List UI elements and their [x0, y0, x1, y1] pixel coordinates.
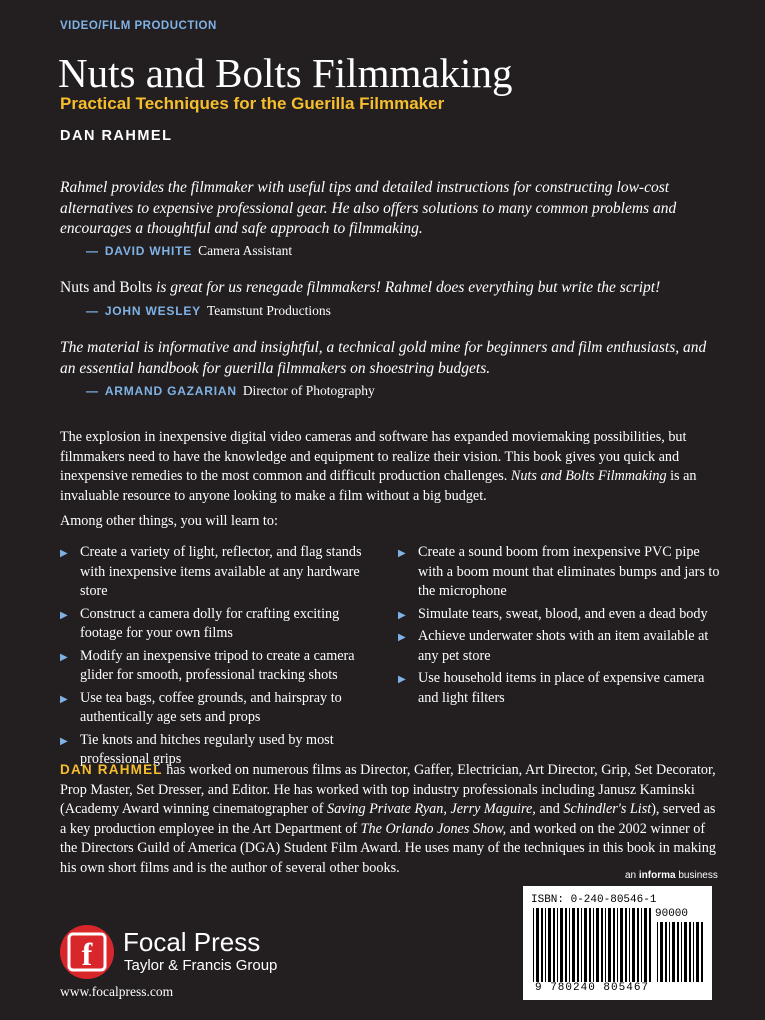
quote-2-name: JOHN WESLEY: [104, 304, 201, 318]
barcode-bar: [693, 922, 694, 982]
quote-2-text: is great for us renegade filmmakers! Rahmel does everything but write the script!: [152, 279, 661, 296]
barcode-bar: [553, 908, 555, 982]
barcode-bar: [608, 908, 611, 982]
description-text: The explosion in inexpensive digital video cameras and software has expanded moviemaking possibilities, but filmmakers need to have the knowledge and equipment to realize their vision. This book gives you quick and inexpensive remedies to the most common and difficult production challenges.: [60, 429, 687, 484]
list-left-item: ▶ Construct a camera dolly for crafting exciting footage for your own films: [60, 605, 380, 644]
informa-post: business: [675, 870, 718, 881]
informa-pre: an: [625, 870, 639, 881]
barcode-bars: [533, 908, 653, 982]
barcode-bar: [641, 908, 642, 982]
barcode-bar: [684, 922, 687, 982]
bio-text-5: and worked on the 2002 winner of the Directors Guild of America (DGA) Student Film Award. He uses many of the techniques in this book in making his own short films and is the author of several other books.: [60, 820, 716, 876]
category-label: VIDEO/FILM PRODUCTION: [60, 20, 217, 32]
list-intro: Among other things, you will learn to:: [60, 513, 278, 529]
quote-3-dash: —: [86, 384, 99, 398]
list-right-item: ▶ Achieve underwater shots with an item available at any pet store: [398, 627, 720, 666]
ean-number: 9 780240 805467: [535, 982, 650, 994]
quote-2-role: Teamstunt Productions: [206, 303, 331, 318]
barcode-bar: [601, 908, 603, 982]
description-book-title: Nuts and Bolts Filmmaking: [510, 468, 667, 484]
bio-text-2: ,: [443, 801, 451, 817]
barcode-bar: [657, 922, 658, 982]
list-right-item: ▶ Create a sound boom from inexpensive PVC pipe with a boom mount that eliminates bumps and jars to the microphone: [398, 543, 720, 602]
bio-text-4: ), served as a key production employee in the Art Department of: [60, 801, 716, 837]
barcode-bar: [572, 908, 575, 982]
barcode-bar: [569, 908, 570, 982]
barcode-bar: [677, 922, 679, 982]
book-subtitle: Practical Techniques for the Guerilla Filmmaker: [60, 94, 445, 113]
isbn-number: ISBN: 0-240-80546-1: [531, 894, 657, 906]
bio-film-1: Saving Private Ryan: [326, 801, 444, 817]
barcode-bar: [584, 908, 587, 982]
publisher-url: www.focalpress.com: [60, 984, 174, 999]
barcode-addon-bars: [657, 922, 705, 982]
bio-text-3: and: [535, 801, 564, 817]
author-bio: [60, 760, 720, 878]
quote-3-name: ARMAND GAZARIAN: [104, 384, 237, 398]
quote-1-dash: —: [86, 244, 99, 258]
barcode-bar: [613, 908, 615, 982]
barcode-bar: [689, 922, 691, 982]
quote-1-role: Camera Assistant: [198, 243, 293, 258]
bio-film-2: Jerry Maguire,: [450, 801, 536, 817]
barcode-bar: [672, 922, 675, 982]
barcode-bar: [557, 908, 558, 982]
barcode-bar: [541, 908, 543, 982]
list-left-item: ▶ Tie knots and hitches regularly used by most professional grips: [60, 731, 380, 770]
barcode-bar: [581, 908, 582, 982]
barcode-bar: [632, 908, 635, 982]
logo-letter: f: [81, 936, 93, 972]
description-paragraph: [60, 428, 720, 506]
barcode-bar: [669, 922, 670, 982]
list-left-item: ▶ Create a variety of light, reflector, and flag stands with inexpensive items available at any hardware store: [60, 543, 380, 602]
list-left-item: ▶ Use tea bags, coffee grounds, and hairspray to authentically age sets and props: [60, 689, 380, 728]
barcode-bar: [620, 908, 623, 982]
barcode-bar: [681, 922, 682, 982]
informa-tagline: [625, 870, 718, 881]
bio-show: The Orlando Jones Show,: [360, 820, 507, 837]
bio-film-3: Schindler's List: [563, 801, 652, 817]
list-left-item: ▶ Modify an inexpensive tripod to create a camera glider for smooth, professional tracking shots: [60, 647, 380, 686]
quote-2-dash: —: [86, 304, 99, 318]
barcode-bar: [565, 908, 567, 982]
quote-1-text: Rahmel provides the filmmaker with useful tips and detailed instructions for constructing low-cost alternatives to expensive professional gear. He also offers solutions to many common problems and encourages a thoughtful and safe approach to filmmaking.: [60, 179, 677, 237]
bio-author-name: DAN RAHMEL: [60, 762, 163, 777]
publisher-group: Taylor & Francis Group: [124, 957, 278, 974]
barcode-bar: [637, 908, 639, 982]
barcode-bar: [660, 922, 663, 982]
barcode-bar: [560, 908, 563, 982]
barcode-bar: [593, 908, 594, 982]
barcode-bar: [701, 922, 703, 982]
barcode-bar: [617, 908, 618, 982]
publisher-name: Focal Press: [123, 927, 261, 957]
learn-list-left: [60, 543, 380, 773]
learn-list-right: [398, 543, 720, 711]
barcode-bar: [545, 908, 546, 982]
barcode-bar: [589, 908, 591, 982]
focal-press-logo-icon: [60, 925, 114, 979]
quote-3: [60, 338, 720, 379]
barcode-bar: [696, 922, 699, 982]
quote-3-attribution: [86, 383, 375, 399]
quote-3-role: Director of Photography: [242, 383, 375, 398]
barcode-bar: [644, 908, 647, 982]
description-text-end: is an invaluable resource to anyone looking to make a film without a big budget.: [60, 468, 697, 504]
list-right-item: ▶ Use household items in place of expensive camera and light filters: [398, 669, 720, 708]
list-right-item: ▶ Simulate tears, sweat, blood, and even a dead body: [398, 605, 720, 625]
barcode-bar: [536, 908, 539, 982]
quote-1-name: DAVID WHITE: [104, 244, 193, 258]
bio-text-1: has worked on numerous films as Director, Gaffer, Electrician, Art Director, Grip, Set Decorator, Prop Master, Set Dresser, and Editor. He has worked with top industry professionals including Janusz Kaminski (Academy Award winning cinematographer of: [60, 762, 716, 817]
barcode-bar: [665, 922, 667, 982]
barcode-bar: [629, 908, 630, 982]
barcode-bar: [625, 908, 627, 982]
barcode-bar: [649, 908, 651, 982]
price-code: 90000: [655, 908, 689, 920]
barcode-bar: [605, 908, 606, 982]
author-name: DAN RAHMEL: [60, 128, 173, 144]
barcode-bar: [596, 908, 599, 982]
book-title: Nuts and Bolts Filmmaking: [58, 50, 513, 96]
quote-2-lead: Nuts and Bolts: [60, 279, 153, 296]
quote-1-attribution: [86, 243, 292, 259]
quote-1: [60, 178, 720, 240]
informa-bold: informa: [638, 870, 676, 881]
quote-3-text: The material is informative and insightful, a technical gold mine for beginners and film enthusiasts, and an essential handbook for guerilla filmmakers on shoestring budgets.: [60, 339, 707, 377]
quote-2: [60, 278, 720, 299]
quote-2-attribution: [86, 303, 331, 319]
barcode-bar: [577, 908, 579, 982]
isbn-barcode: [523, 886, 712, 1000]
barcode-bar: [533, 908, 534, 982]
barcode-bar: [548, 908, 551, 982]
